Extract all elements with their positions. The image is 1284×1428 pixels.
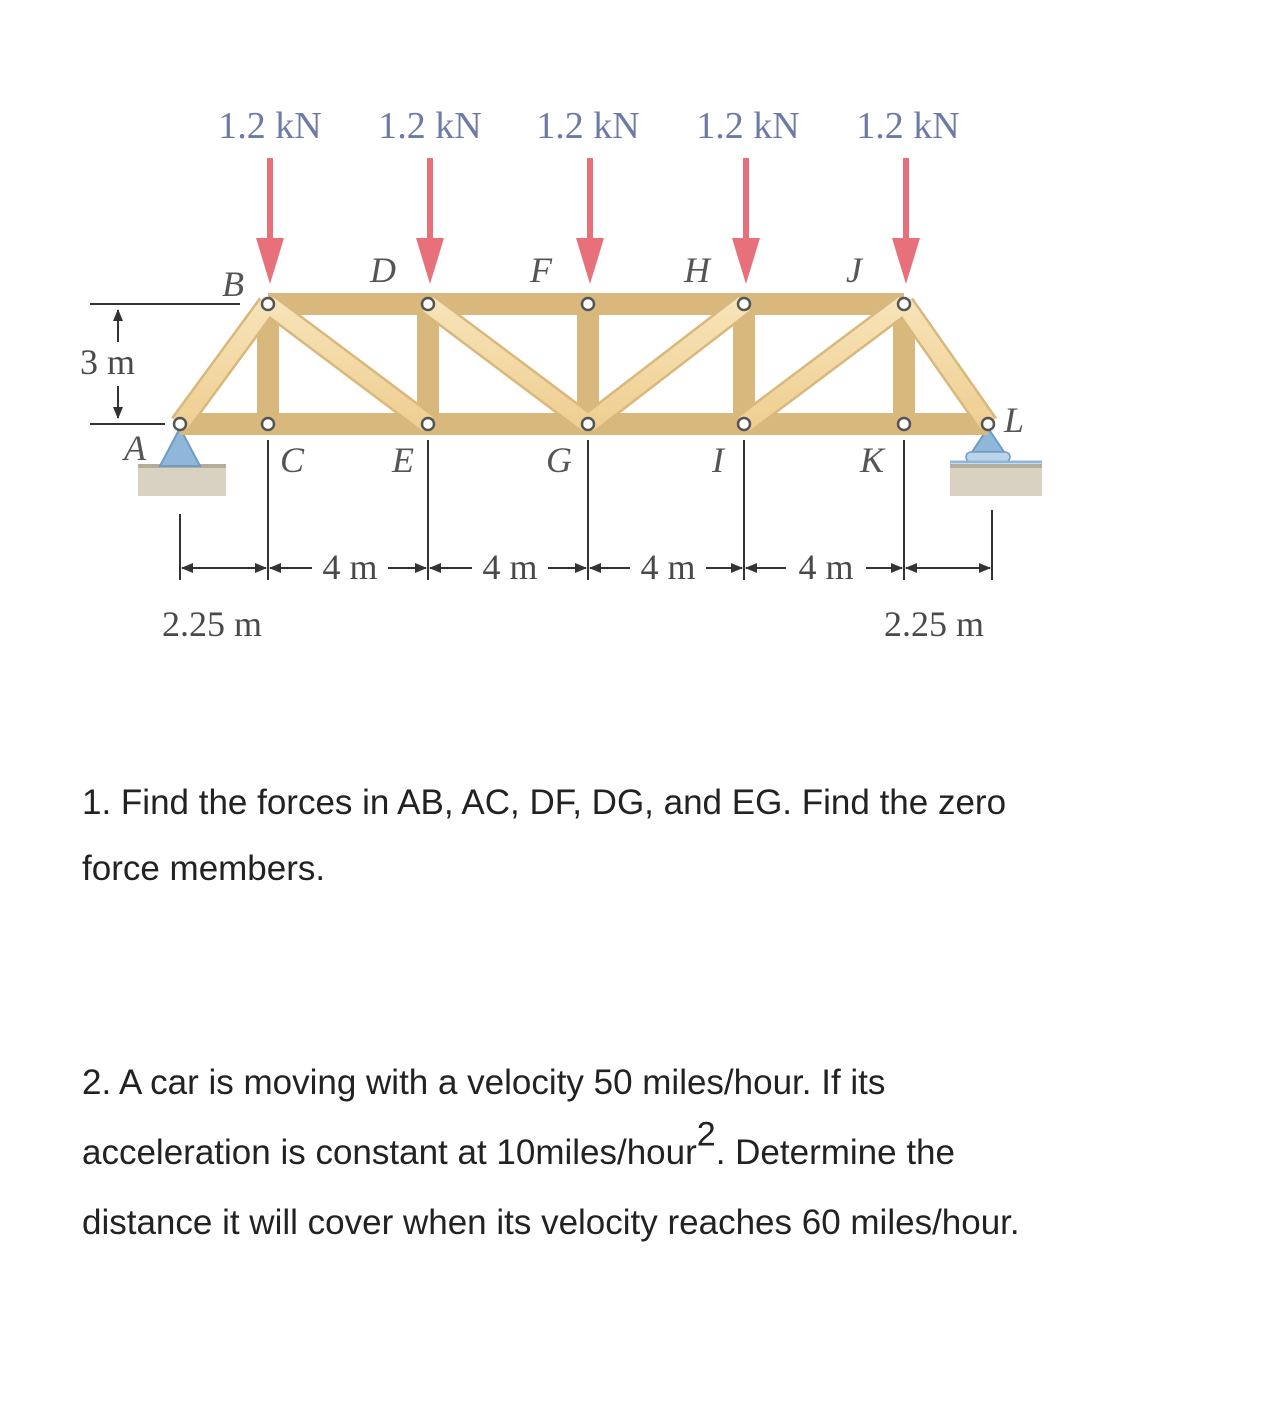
joint-f bbox=[582, 298, 594, 310]
member-ab bbox=[180, 304, 268, 424]
load-label: 1.2 kN bbox=[218, 105, 322, 147]
ground-a bbox=[138, 466, 226, 496]
span-label: 4 m bbox=[322, 547, 378, 587]
joint-d bbox=[422, 298, 434, 310]
load-arrow-icon bbox=[416, 158, 444, 284]
end-label-right: 2.25 m bbox=[884, 604, 985, 644]
joint-l bbox=[982, 418, 994, 430]
truss-diagram bbox=[0, 0, 1284, 700]
truss-members bbox=[180, 304, 988, 424]
node-label-j: J bbox=[846, 250, 862, 290]
node-label-f: F bbox=[530, 250, 552, 290]
node-label-h: H bbox=[684, 250, 710, 290]
joint-k bbox=[898, 418, 910, 430]
node-label-e: E bbox=[392, 440, 414, 480]
node-label-g: G bbox=[546, 440, 572, 480]
question-1: 1. Find the forces in AB, AC, DF, DG, and EG. Find the zero force members. bbox=[82, 783, 1007, 888]
member-be bbox=[268, 304, 428, 424]
joint-b bbox=[262, 298, 274, 310]
node-label-d: D bbox=[370, 250, 396, 290]
load-labels bbox=[218, 105, 959, 147]
span-label: 4 m bbox=[482, 547, 538, 587]
load-label: 1.2 kN bbox=[856, 105, 960, 147]
height-label: 3 m bbox=[80, 342, 136, 382]
span-label: 4 m bbox=[798, 547, 854, 587]
member-dg bbox=[428, 304, 588, 424]
load-label: 1.2 kN bbox=[536, 105, 640, 147]
question-2-text-before: 2. A car is moving with a velocity 50 miles/hour. If its acceleration is constant at 10miles/hour bbox=[82, 1063, 886, 1172]
joint-j bbox=[898, 298, 910, 310]
load-arrow-icon bbox=[576, 158, 604, 284]
span-label: 4 m bbox=[640, 547, 696, 587]
load-label: 1.2 kN bbox=[378, 105, 482, 147]
node-label-k: K bbox=[860, 440, 885, 480]
question-2-exponent: 2 bbox=[696, 1115, 716, 1154]
node-label-c: C bbox=[280, 440, 305, 480]
member-gh bbox=[588, 304, 744, 424]
support-l bbox=[950, 428, 1042, 496]
load-label: 1.2 kN bbox=[696, 105, 800, 147]
question-2-text-after: . Determine the distance it will cover when its velocity reaches 60 miles/hour. bbox=[82, 1133, 1020, 1242]
joint-a bbox=[174, 418, 186, 430]
support-a bbox=[138, 428, 226, 496]
load-arrows bbox=[256, 158, 920, 284]
joint-i bbox=[738, 418, 750, 430]
ground-l bbox=[950, 466, 1042, 496]
tick-lines bbox=[268, 440, 904, 476]
joint-g bbox=[582, 418, 594, 430]
node-label-l: L bbox=[1004, 400, 1025, 440]
node-label-b: B bbox=[222, 264, 244, 304]
joint-e bbox=[422, 418, 434, 430]
member-ij bbox=[744, 304, 904, 424]
node-label-a: A bbox=[124, 428, 146, 468]
question-2 bbox=[82, 1048, 1082, 1258]
load-arrow-icon bbox=[892, 158, 920, 284]
load-arrow-icon bbox=[732, 158, 760, 284]
span-dimension-lines bbox=[180, 476, 992, 580]
joint-h bbox=[738, 298, 750, 310]
load-arrow-icon bbox=[256, 158, 284, 284]
joint-c bbox=[262, 418, 274, 430]
member-jl bbox=[904, 304, 988, 424]
node-label-i: I bbox=[712, 440, 724, 480]
end-label-left: 2.25 m bbox=[162, 604, 263, 644]
